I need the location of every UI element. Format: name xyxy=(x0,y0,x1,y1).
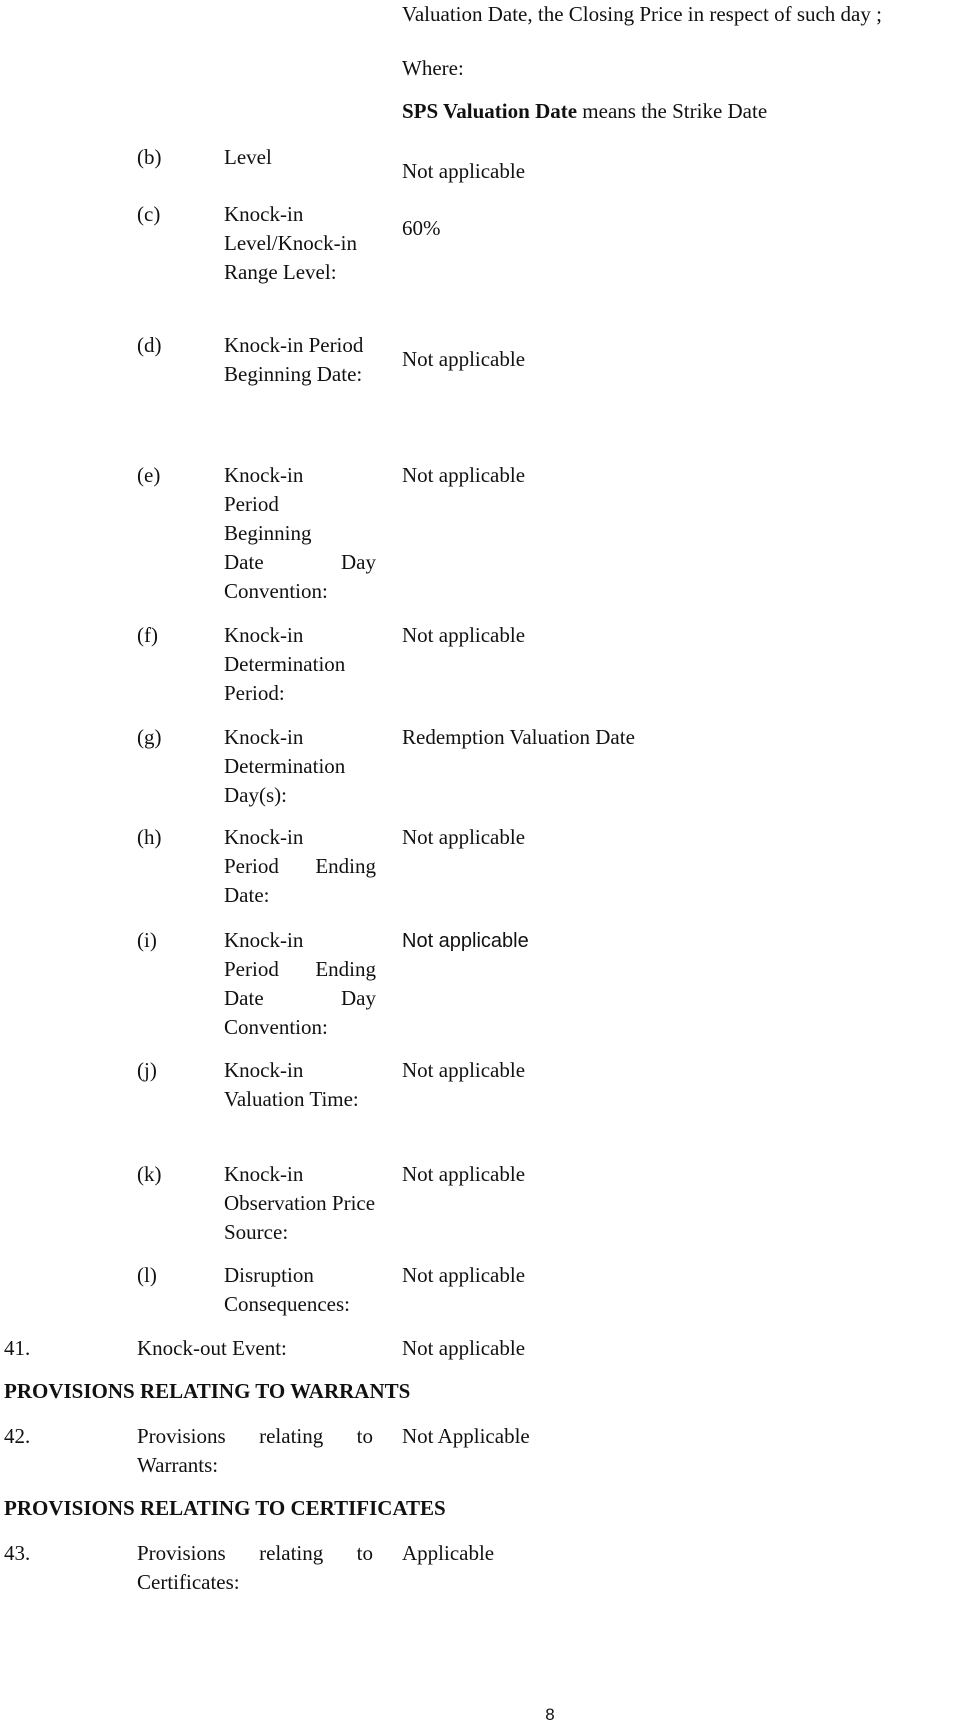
item-42-number: 42. xyxy=(4,1424,31,1448)
item-i-label-line: Knock-in xyxy=(224,928,304,952)
item-g-letter: (g) xyxy=(137,725,162,749)
item-e-label-line: Knock-in xyxy=(224,463,304,487)
where-label: Where: xyxy=(402,56,464,80)
item-l-value: Not applicable xyxy=(402,1263,526,1287)
item-i-label-line: Date Day xyxy=(224,986,376,1010)
item-b-value: Not applicable xyxy=(402,159,526,183)
item-h-label-line: Period Ending xyxy=(224,854,376,878)
item-i-label xyxy=(224,926,376,1042)
item-f-value: Not applicable xyxy=(402,623,526,647)
item-d-letter: (d) xyxy=(137,333,162,357)
item-l-letter: (l) xyxy=(137,1263,157,1287)
heading-certificates: PROVISIONS RELATING TO CERTIFICATES xyxy=(4,1496,446,1520)
item-g-label: Knock-in Determination Day(s): xyxy=(224,725,346,807)
item-l-label: Disruption Consequences: xyxy=(224,1263,350,1316)
item-42-label-line: Warrants: xyxy=(137,1453,219,1477)
item-i-label-line: Period Ending xyxy=(224,957,376,981)
sps-meaning: means the Strike Date xyxy=(577,99,768,123)
item-h-label-line: Knock-in xyxy=(224,825,304,849)
item-i-letter: (i) xyxy=(137,928,157,952)
item-43-value: Applicable xyxy=(402,1541,495,1565)
item-41-value: Not applicable xyxy=(402,1336,526,1360)
item-b-label: Level xyxy=(224,145,272,169)
heading-warrants: PROVISIONS RELATING TO WARRANTS xyxy=(4,1379,411,1403)
item-43-label-line: Provisions relating to xyxy=(137,1541,373,1565)
item-j-letter: (j) xyxy=(137,1058,157,1082)
item-e-value: Not applicable xyxy=(402,463,526,487)
item-f-letter: (f) xyxy=(137,623,158,647)
item-e-label-line: Date Day xyxy=(224,550,376,574)
item-43-label-line: Certificates: xyxy=(137,1570,240,1594)
item-e-label-line: Beginning xyxy=(224,521,312,545)
item-43-number: 43. xyxy=(4,1541,31,1565)
item-c-label: Knock-in Level/Knock-in Range Level: xyxy=(224,202,357,284)
item-d-label: Knock-in Period Beginning Date: xyxy=(224,333,364,386)
item-42-value: Not Applicable xyxy=(402,1424,530,1448)
item-e-label xyxy=(224,461,376,606)
item-k-letter: (k) xyxy=(137,1162,162,1186)
page-number: 8 xyxy=(545,1705,555,1724)
item-f-label: Knock-in Determination Period: xyxy=(224,623,346,705)
item-j-value: Not applicable xyxy=(402,1058,526,1082)
item-h-label xyxy=(224,823,376,910)
item-e-letter: (e) xyxy=(137,463,161,487)
item-h-letter: (h) xyxy=(137,825,162,849)
item-e-label-line: Period xyxy=(224,492,279,516)
item-i-label-line: Convention: xyxy=(224,1015,328,1039)
sps-term: SPS Valuation Date xyxy=(402,99,578,123)
item-k-value: Not applicable xyxy=(402,1162,526,1186)
item-g-value: Redemption Valuation Date xyxy=(402,725,635,749)
item-c-letter: (c) xyxy=(137,202,161,226)
item-c-value: 60% xyxy=(402,216,441,240)
item-j-label: Knock-in Valuation Time: xyxy=(224,1058,359,1111)
item-b-letter: (b) xyxy=(137,145,162,169)
item-41-label: Knock-out Event: xyxy=(137,1336,287,1360)
item-42-label xyxy=(137,1422,373,1480)
item-d-value: Not applicable xyxy=(402,347,526,371)
item-42-label-line: Provisions relating to xyxy=(137,1424,373,1448)
valuation-date-line: Valuation Date, the Closing Price in respect of such day ; xyxy=(402,2,882,26)
item-i-value: Not applicable xyxy=(402,930,529,952)
item-h-label-line: Date: xyxy=(224,883,270,907)
item-e-label-line: Convention: xyxy=(224,579,328,603)
item-43-label xyxy=(137,1539,373,1597)
item-k-label: Knock-in Observation Price Source: xyxy=(224,1162,376,1244)
item-h-value: Not applicable xyxy=(402,825,526,849)
sps-definition xyxy=(402,97,942,126)
item-41-number: 41. xyxy=(4,1336,31,1360)
